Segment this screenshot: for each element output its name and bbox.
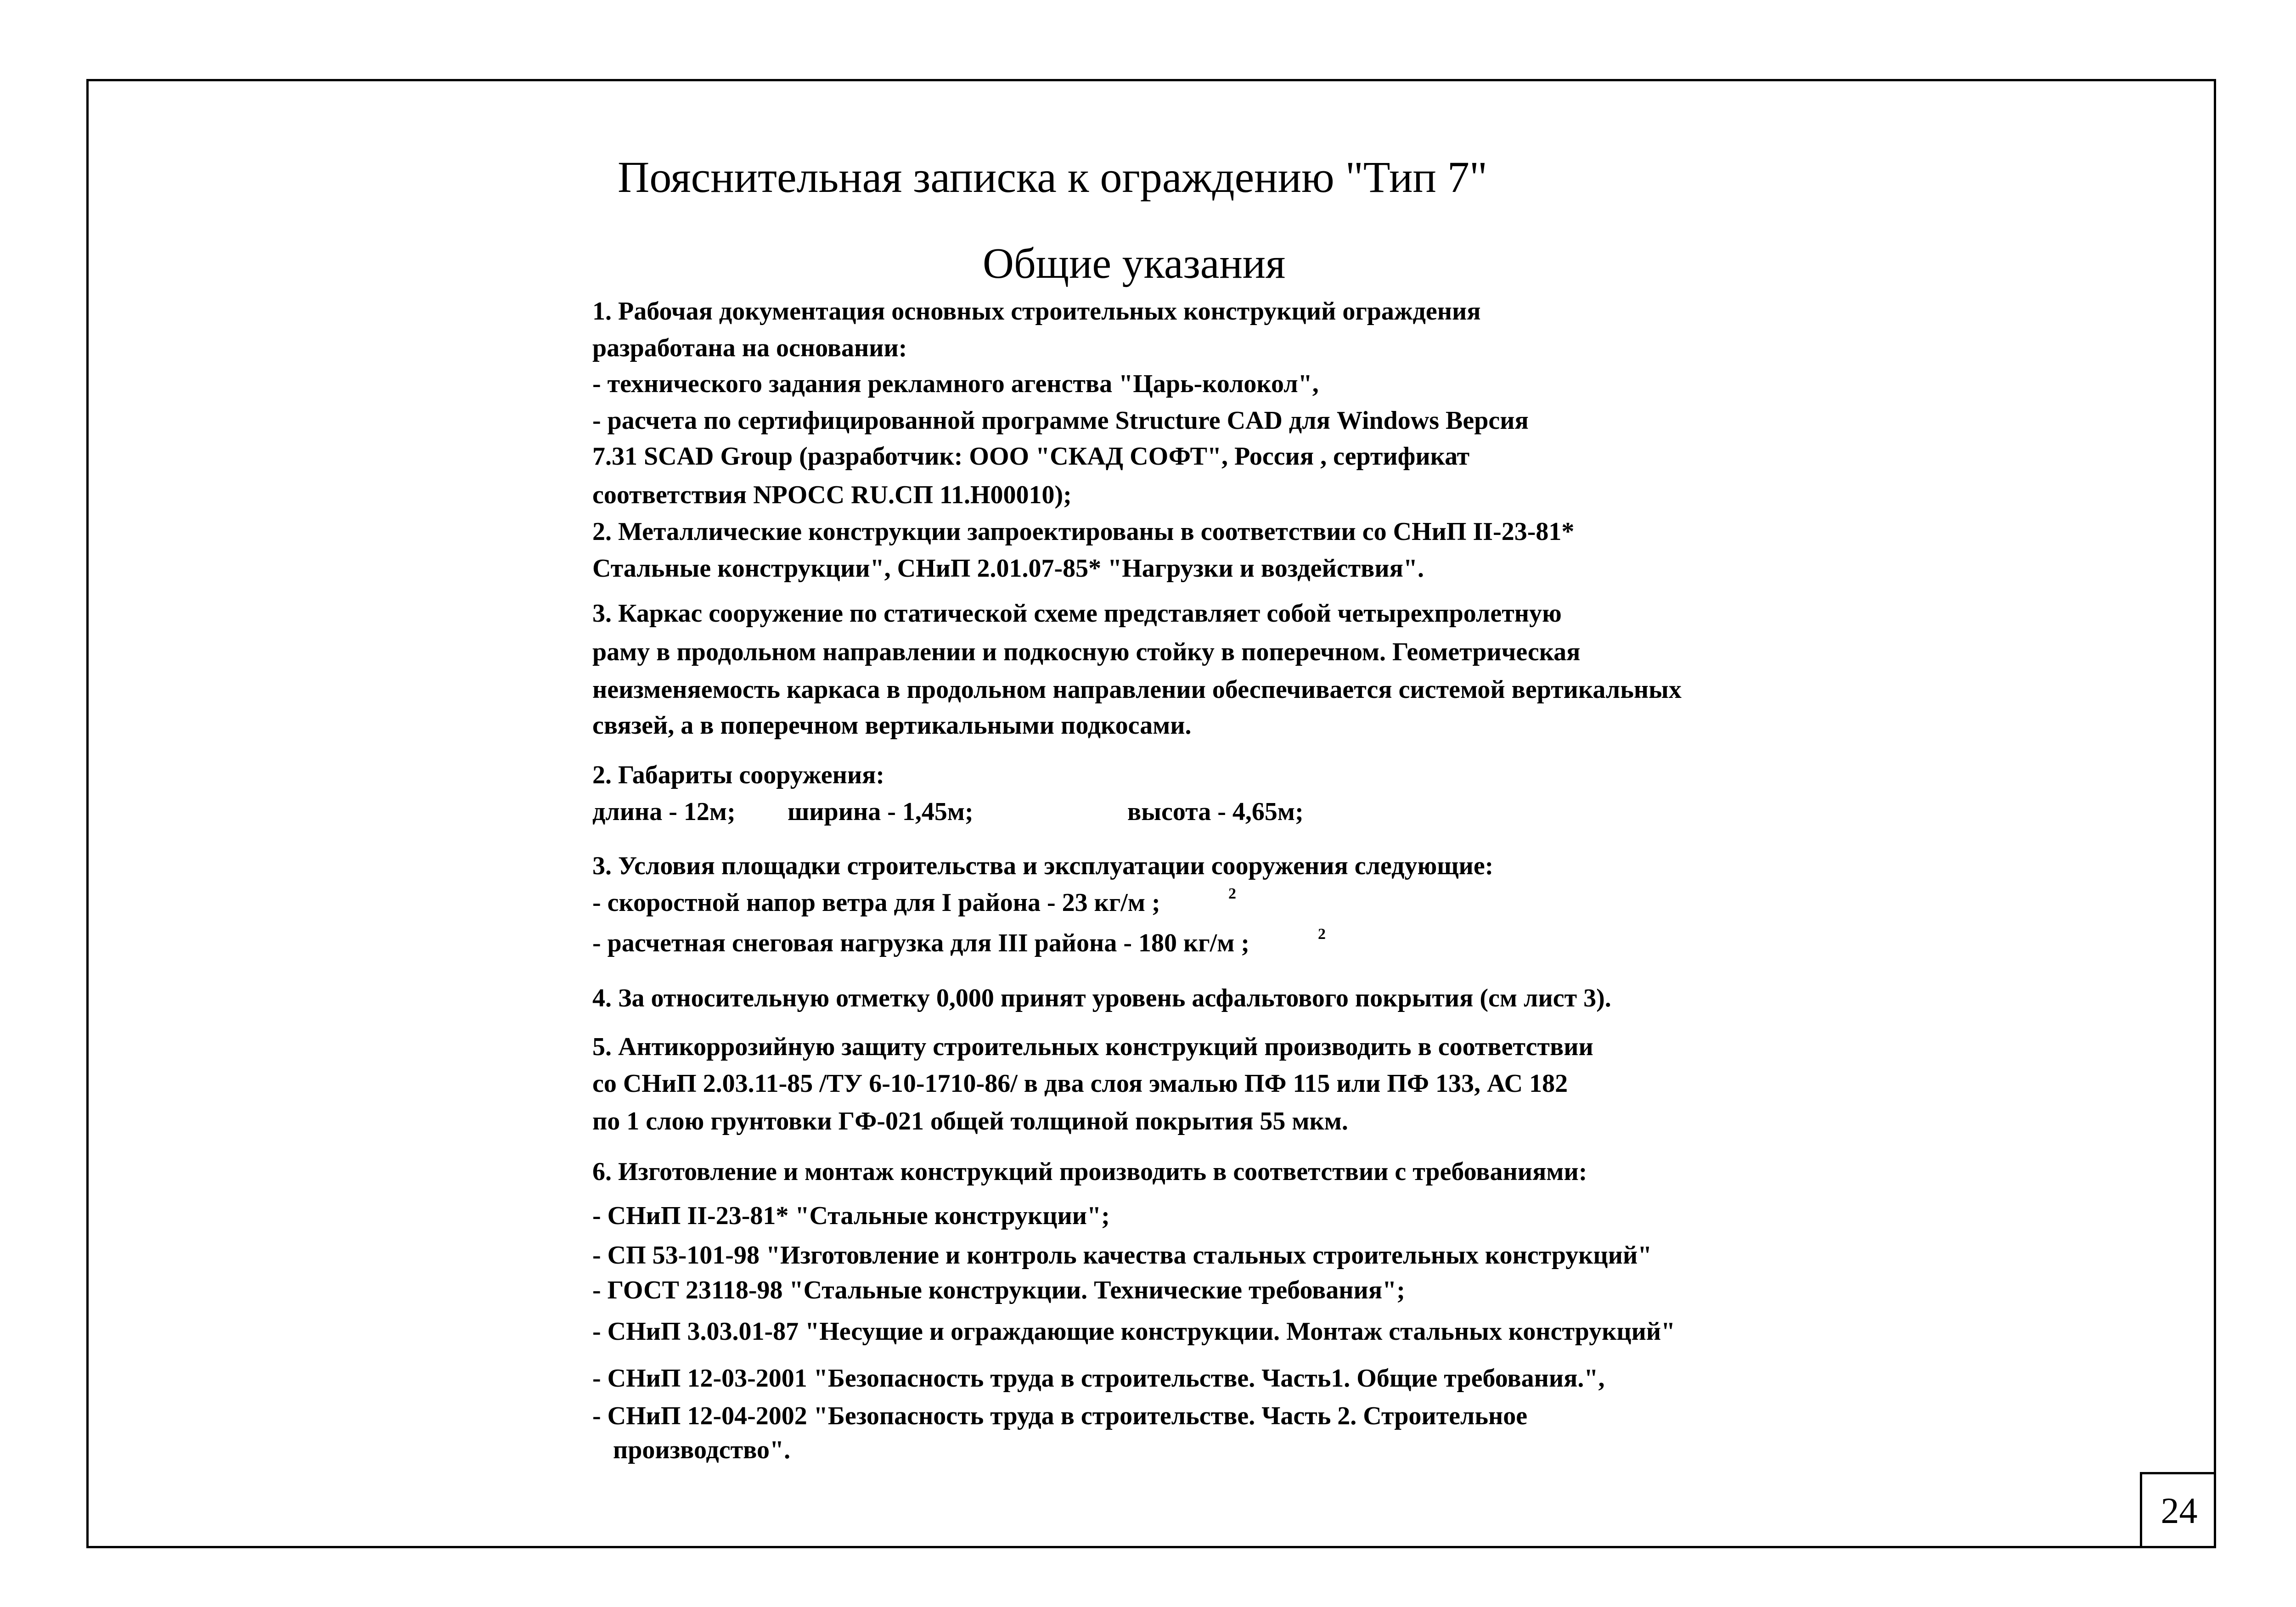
paragraph-line: 2. Габариты сооружения: bbox=[592, 761, 885, 789]
paragraph-line: неизменяемость каркаса в продольном направлении обеспечивается системой вертикальных bbox=[592, 675, 1682, 704]
superscript-mark: 2 bbox=[1318, 926, 1326, 943]
paragraph-line: производство". bbox=[613, 1436, 791, 1464]
paragraph-line: - СНиП II-23-81* "Стальные конструкции"; bbox=[592, 1202, 1110, 1230]
paragraph-line: - скоростной напор ветра для I района - 23 кг/м ; bbox=[592, 888, 1160, 917]
paragraph-line: со СНиП 2.03.11-85 /ТУ 6-10-1710-86/ в два слоя эмалью ПФ 115 или ПФ 133, АС 182 bbox=[592, 1069, 1568, 1098]
paragraph-line: раму в продольном направлении и подкосную стойку в поперечном. Геометрическая bbox=[592, 638, 1581, 666]
paragraph-line: - расчета по сертифицированной программе Structure CAD для Windows Версия bbox=[592, 406, 1529, 435]
paragraph-line: 7.31 SCAD Group (разработчик: ООО "СКАД СОФТ", Россия , сертификат bbox=[592, 442, 1470, 471]
paragraph-line: соответствия NPOCC RU.СП 11.Н00010); bbox=[592, 481, 1072, 509]
superscript-mark: 2 bbox=[1228, 885, 1236, 902]
paragraph-line: 3. Каркас сооружение по статической схеме представляет собой четырехпролетную bbox=[592, 599, 1562, 628]
paragraph-line: Стальные конструкции", СНиП 2.01.07-85* "Нагрузки и воздействия". bbox=[592, 554, 1424, 583]
paragraph-line: разработана на основании: bbox=[592, 334, 907, 362]
paragraph-line: 4. За относительную отметку 0,000 принят уровень асфальтового покрытия (см лист 3). bbox=[592, 984, 1611, 1012]
paragraph-line: 6. Изготовление и монтаж конструкций производить в соответствии с требованиями: bbox=[592, 1157, 1587, 1186]
document-title: Пояснительная записка к ограждению "Тип 7" bbox=[618, 152, 1488, 202]
paragraph-line: 1. Рабочая документация основных строительных конструкций ограждения bbox=[592, 297, 1481, 326]
dimension-length: длина - 12м; bbox=[592, 798, 736, 826]
dimension-height: высота - 4,65м; bbox=[1127, 798, 1304, 826]
section-title: Общие указания bbox=[983, 240, 1286, 287]
page-number: 24 bbox=[2140, 1472, 2216, 1548]
paragraph-line: - СНиП 3.03.01-87 "Несущие и ограждающие конструкции. Монтаж стальных конструкций" bbox=[592, 1317, 1676, 1346]
paragraph-line: 3. Условия площадки строительства и эксплуатации сооружения следующие: bbox=[592, 852, 1494, 880]
paragraph-line: 5. Антикоррозийную защиту строительных конструкций производить в соответствии bbox=[592, 1033, 1593, 1061]
paragraph-line: 2. Металлические конструкции запроектированы в соответствии со СНиП II-23-81* bbox=[592, 517, 1575, 546]
paragraph-line: по 1 слою грунтовки ГФ-021 общей толщиной покрытия 55 мкм. bbox=[592, 1107, 1348, 1135]
paragraph-line: - СП 53-101-98 "Изготовление и контроль качества стальных строительных конструкций" bbox=[592, 1241, 1652, 1270]
paragraph-line: - технического задания рекламного агенства "Царь-колокол", bbox=[592, 370, 1319, 398]
paragraph-line: - СНиП 12-04-2002 "Безопасность труда в строительстве. Часть 2. Строительное bbox=[592, 1402, 1528, 1430]
paragraph-line: - СНиП 12-03-2001 "Безопасность труда в строительстве. Часть1. Общие требования.", bbox=[592, 1364, 1605, 1393]
paragraph-line: - расчетная снеговая нагрузка для III района - 180 кг/м ; bbox=[592, 929, 1250, 957]
paragraph-line: связей, а в поперечном вертикальными подкосами. bbox=[592, 711, 1192, 740]
dimension-width: ширина - 1,45м; bbox=[788, 798, 974, 826]
paragraph-line: - ГОСТ 23118-98 "Стальные конструкции. Технические требования"; bbox=[592, 1276, 1405, 1304]
